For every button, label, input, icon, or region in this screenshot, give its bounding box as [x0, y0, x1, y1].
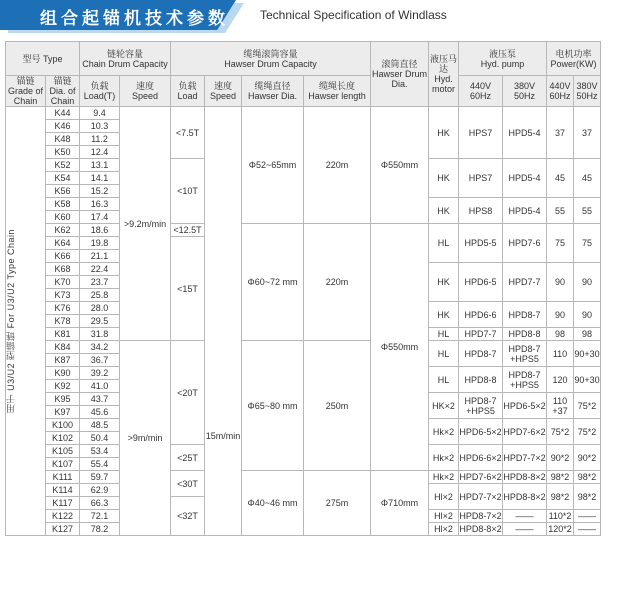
chain-load-cell: 34.2	[80, 341, 120, 354]
pump-380-cell: HPD5-4	[503, 159, 547, 198]
header-power-440: 440V 60Hz	[547, 76, 574, 107]
hawser-load-cell: <32T	[171, 497, 205, 536]
pump-380-cell: HPD8-8×2	[503, 472, 546, 482]
power-440-cell: 98*2	[547, 471, 574, 484]
hyd-motor-cell: HK	[429, 263, 459, 302]
hawser-dia-cell: Φ52~65mm	[242, 107, 304, 224]
chain-load-cell: 41.0	[80, 380, 120, 393]
chain-load-cell: 18.6	[80, 224, 120, 237]
chain-dia-cell: K87	[46, 354, 80, 367]
header-dia: 锚链 Dia. of Chain	[46, 76, 80, 107]
header-type: 型号 Type	[6, 42, 80, 76]
power-440-cell: 98	[547, 328, 574, 341]
hyd-motor-cell: HK	[429, 107, 459, 159]
hyd-motor-cell: Hk×2	[429, 419, 459, 445]
power-380-cell: 37	[574, 107, 601, 159]
hyd-motor-cell: Hl×2	[429, 523, 459, 536]
header-power-380: 380V 50Hz	[574, 76, 601, 107]
chain-dia-cell: K54	[46, 172, 80, 185]
power-440-cell: 120	[547, 367, 574, 393]
power-380-cell: 90+30	[574, 367, 601, 393]
chain-load-cell: 17.4	[80, 211, 120, 224]
power-440-cell: 120*2	[548, 524, 572, 534]
chain-load-cell: 9.4	[80, 107, 120, 120]
chain-dia-cell: K90	[46, 367, 80, 380]
chain-load-cell: 39.2	[80, 367, 120, 380]
pump-440-cell: HPD6-5×2	[459, 419, 503, 445]
chain-load-cell: 31.8	[80, 328, 120, 341]
title-chinese: 组合起锚机技术参数	[40, 9, 229, 29]
chain-dia-cell: K127	[46, 523, 80, 536]
power-380-cell: ——	[574, 523, 601, 536]
pump-440-cell: HPS7	[459, 159, 503, 198]
chain-dia-cell: K48	[46, 133, 80, 146]
power-380-cell: 75	[574, 224, 601, 263]
chain-dia-cell: K66	[46, 250, 80, 263]
pump-440-cell: HPD8-7×2	[459, 511, 502, 521]
power-440-cell: 75	[547, 224, 574, 263]
header-pump-380: 380V 50Hz	[503, 76, 547, 107]
chain-load-cell: 72.1	[80, 510, 120, 523]
chain-load-cell: 78.2	[80, 523, 120, 536]
chain-dia-cell: K102	[46, 432, 80, 445]
hawser-dia-cell: Φ65~80 mm	[242, 341, 304, 471]
pump-440-cell: HPD8-8×2	[459, 524, 502, 534]
chain-dia-cell: K92	[46, 380, 80, 393]
pump-380-cell: HPD8-7	[503, 302, 547, 328]
chain-dia-cell: K46	[46, 120, 80, 133]
pump-440-cell: HPS7	[459, 107, 503, 159]
chain-speed-cell: >9m/min	[120, 341, 171, 536]
pump-380-cell: HPD7-7	[503, 263, 547, 302]
pump-440-cell: HPD8-8	[459, 367, 503, 393]
chain-dia-cell: K111	[46, 471, 80, 484]
chain-dia-cell: K62	[46, 224, 80, 237]
hawser-load-cell: <15T	[171, 237, 205, 341]
pump-380-cell: HPD8-7 +HPS5	[503, 367, 547, 393]
title-english: Technical Specification of Windlass	[260, 8, 447, 22]
chain-load-cell: 50.4	[80, 432, 120, 445]
chain-load-cell: 29.5	[80, 315, 120, 328]
chain-dia-cell: K114	[46, 484, 80, 497]
hawser-dia-cell: Φ60~72 mm	[242, 224, 304, 341]
pump-380-cell: HPD5-4	[503, 198, 547, 224]
header-hawser-dia: 缆绳直径 Hawser Dia.	[242, 76, 304, 107]
header-hawser-speed: 速度 Speed	[205, 76, 242, 107]
hawser-load-cell: <12.5T	[171, 224, 205, 237]
power-380-cell: 75*2	[574, 419, 601, 445]
hyd-motor-cell: Hl×2	[429, 510, 459, 523]
chain-load-cell: 13.1	[80, 159, 120, 172]
chain-dia-cell: K60	[46, 211, 80, 224]
hawser-load-cell: <20T	[171, 341, 205, 445]
power-380-cell: 90+30	[574, 341, 601, 367]
power-380-cell: 90	[574, 263, 601, 302]
power-440-cell: 98*2	[547, 484, 574, 510]
pump-440-cell: HPD7-7×2	[459, 484, 503, 510]
chain-load-cell: 62.9	[80, 484, 120, 497]
chain-load-cell: 16.3	[80, 198, 120, 211]
chain-load-cell: 11.2	[80, 133, 120, 146]
hyd-motor-cell: HK	[429, 198, 459, 224]
chain-load-cell: 21.1	[80, 250, 120, 263]
chain-dia-cell: K107	[46, 458, 80, 471]
pump-440-cell: HPD7-6×2	[459, 472, 502, 482]
pump-380-cell: HPD8-8×2	[503, 484, 547, 510]
pump-380-cell: HPD8-8	[503, 328, 547, 341]
pump-380-cell: ——	[503, 523, 547, 536]
hyd-motor-cell: HL	[429, 367, 459, 393]
chain-load-cell: 15.2	[80, 185, 120, 198]
pump-380-cell: ——	[503, 510, 547, 523]
hawser-load-cell: <30T	[171, 471, 205, 497]
chain-dia-cell: K105	[46, 445, 80, 458]
header-drum-dia: 滚筒直径 Hawser Drum Dia.	[371, 42, 429, 107]
header-pump-440: 440V 60Hz	[459, 76, 503, 107]
hawser-load-cell: <10T	[171, 159, 205, 224]
hyd-motor-cell: HL	[429, 328, 459, 341]
power-440-cell: 90	[547, 263, 574, 302]
title-banner	[0, 0, 639, 34]
chain-dia-cell: K100	[46, 419, 80, 432]
table-row	[6, 107, 601, 120]
power-440-cell: 37	[547, 107, 574, 159]
chain-load-cell: 28.0	[80, 302, 120, 315]
chain-load-cell: 25.8	[80, 289, 120, 302]
hyd-motor-cell: Hk×2	[429, 471, 459, 484]
chain-dia-cell: K122	[46, 510, 80, 523]
header-power: 电机功率 Power(KW)	[547, 42, 601, 76]
hawser-speed-cell: 15m/min	[205, 107, 242, 536]
pump-440-cell: HPD6-6	[459, 302, 503, 328]
hyd-motor-cell: Hl×2	[429, 484, 459, 510]
chain-dia-cell: K52	[46, 159, 80, 172]
hyd-motor-cell: HL	[429, 224, 459, 263]
drum-dia-cell: Φ710mm	[371, 471, 429, 536]
pump-380-cell: HPD7-6×2	[503, 419, 547, 445]
chain-dia-cell: K50	[46, 146, 80, 159]
windlass-spec-table	[5, 41, 601, 536]
chain-dia-cell: K95	[46, 393, 80, 406]
pump-440-cell: HPD6-6×2	[459, 445, 503, 471]
hyd-motor-cell: HK	[429, 159, 459, 198]
hawser-dia-cell: Φ40~46 mm	[242, 471, 304, 536]
pump-440-cell: HPD8-7	[459, 341, 503, 367]
hawser-load-cell: <7.5T	[171, 107, 205, 159]
power-380-cell: 90	[574, 302, 601, 328]
header-hawser-length: 缆绳长度 Hawser length	[304, 76, 371, 107]
chain-dia-cell: K70	[46, 276, 80, 289]
power-440-cell: 55	[547, 198, 574, 224]
power-380-cell: 90*2	[574, 445, 601, 471]
pump-440-cell: HPD6-5	[459, 263, 503, 302]
header-hyd-motor: 液压马达 Hyd. motor	[429, 42, 459, 107]
power-380-cell: 45	[574, 159, 601, 198]
chain-dia-cell: K81	[46, 328, 80, 341]
chain-load-cell: 12.4	[80, 146, 120, 159]
hawser-length-cell: 220m	[304, 224, 371, 341]
chain-load-cell: 23.7	[80, 276, 120, 289]
power-440-cell: 110	[547, 341, 574, 367]
table-row	[6, 471, 601, 484]
chain-speed-cell: >9.2m/min	[120, 107, 171, 341]
chain-dia-cell: K56	[46, 185, 80, 198]
chain-dia-cell: K97	[46, 406, 80, 419]
pump-380-cell: HPD8-7 +HPS5	[503, 341, 547, 367]
hyd-motor-cell: HL	[429, 341, 459, 367]
power-380-cell: 55	[574, 198, 601, 224]
chain-dia-cell: K58	[46, 198, 80, 211]
table-row	[6, 341, 601, 354]
chain-grade-cell	[6, 107, 46, 536]
header-chain-capacity: 链轮容量 Chain Drum Capacity	[80, 42, 171, 76]
chain-load-cell: 45.6	[80, 406, 120, 419]
header-hawser-load: 负载 Load	[171, 76, 205, 107]
power-440-cell: 110*2	[547, 510, 574, 523]
power-440-cell: 110 +37	[547, 393, 574, 419]
hawser-length-cell: 220m	[304, 107, 371, 224]
power-380-cell: ——	[574, 510, 601, 523]
power-380-cell: 75*2	[574, 393, 601, 419]
chain-grade-label: 用于 U3/U2 型锚链 For U3/U2 Type Chain	[6, 229, 16, 413]
chain-load-cell: 43.7	[80, 393, 120, 406]
hyd-motor-cell: HK×2	[429, 393, 459, 419]
header-grade: 锚链 Grade of Chain	[6, 76, 46, 107]
pump-380-cell: HPD5-4	[503, 107, 547, 159]
hawser-load-cell: <25T	[171, 445, 205, 471]
header-hyd-pump: 液压泵 Hyd. pump	[459, 42, 547, 76]
power-440-cell: 90*2	[547, 445, 574, 471]
drum-dia-cell: Φ550mm	[371, 107, 429, 224]
power-380-cell: 98	[574, 328, 601, 341]
chain-load-cell: 36.7	[80, 354, 120, 367]
header-speed: 速度 Speed	[120, 76, 171, 107]
chain-dia-cell: K68	[46, 263, 80, 276]
header-load: 负载 Load(T)	[80, 76, 120, 107]
chain-dia-cell: K73	[46, 289, 80, 302]
table-row	[6, 224, 601, 237]
chain-load-cell: 53.4	[80, 445, 120, 458]
chain-load-cell: 48.5	[80, 419, 120, 432]
power-440-cell: 45	[547, 159, 574, 198]
pump-380-cell: HPD7-7×2	[503, 445, 547, 471]
chain-load-cell: 10.3	[80, 120, 120, 133]
pump-380-cell: HPD6-5×2	[503, 393, 547, 419]
power-440-cell: 90	[547, 302, 574, 328]
pump-380-cell: HPD7-6	[503, 224, 547, 263]
hyd-motor-cell: Hk×2	[429, 445, 459, 471]
pump-440-cell: HPD5-5	[459, 224, 503, 263]
chain-dia-cell: K64	[46, 237, 80, 250]
hawser-length-cell: 275m	[304, 471, 371, 536]
power-440-cell: 75*2	[547, 419, 574, 445]
power-380-cell: 98*2	[574, 471, 601, 484]
chain-dia-cell: K117	[46, 497, 80, 510]
pump-440-cell: HPD7-7	[459, 328, 503, 341]
pump-440-cell: HPS8	[459, 198, 503, 224]
chain-load-cell: 22.4	[80, 263, 120, 276]
power-380-cell: 98*2	[574, 484, 601, 510]
chain-load-cell: 66.3	[80, 497, 120, 510]
chain-load-cell: 59.7	[80, 471, 120, 484]
chain-load-cell: 19.8	[80, 237, 120, 250]
pump-440-cell: HPD8-7 +HPS5	[459, 393, 503, 419]
hawser-length-cell: 250m	[304, 341, 371, 471]
chain-dia-cell: K76	[46, 302, 80, 315]
chain-load-cell: 14.1	[80, 172, 120, 185]
chain-dia-cell: K78	[46, 315, 80, 328]
header-hawser-capacity: 缆绳滚筒容量 Hawser Drum Capacity	[171, 42, 371, 76]
drum-dia-cell: Φ550mm	[371, 224, 429, 471]
chain-load-cell: 55.4	[80, 458, 120, 471]
hyd-motor-cell: HK	[429, 302, 459, 328]
chain-dia-cell: K84	[46, 341, 80, 354]
chain-dia-cell: K44	[46, 107, 80, 120]
